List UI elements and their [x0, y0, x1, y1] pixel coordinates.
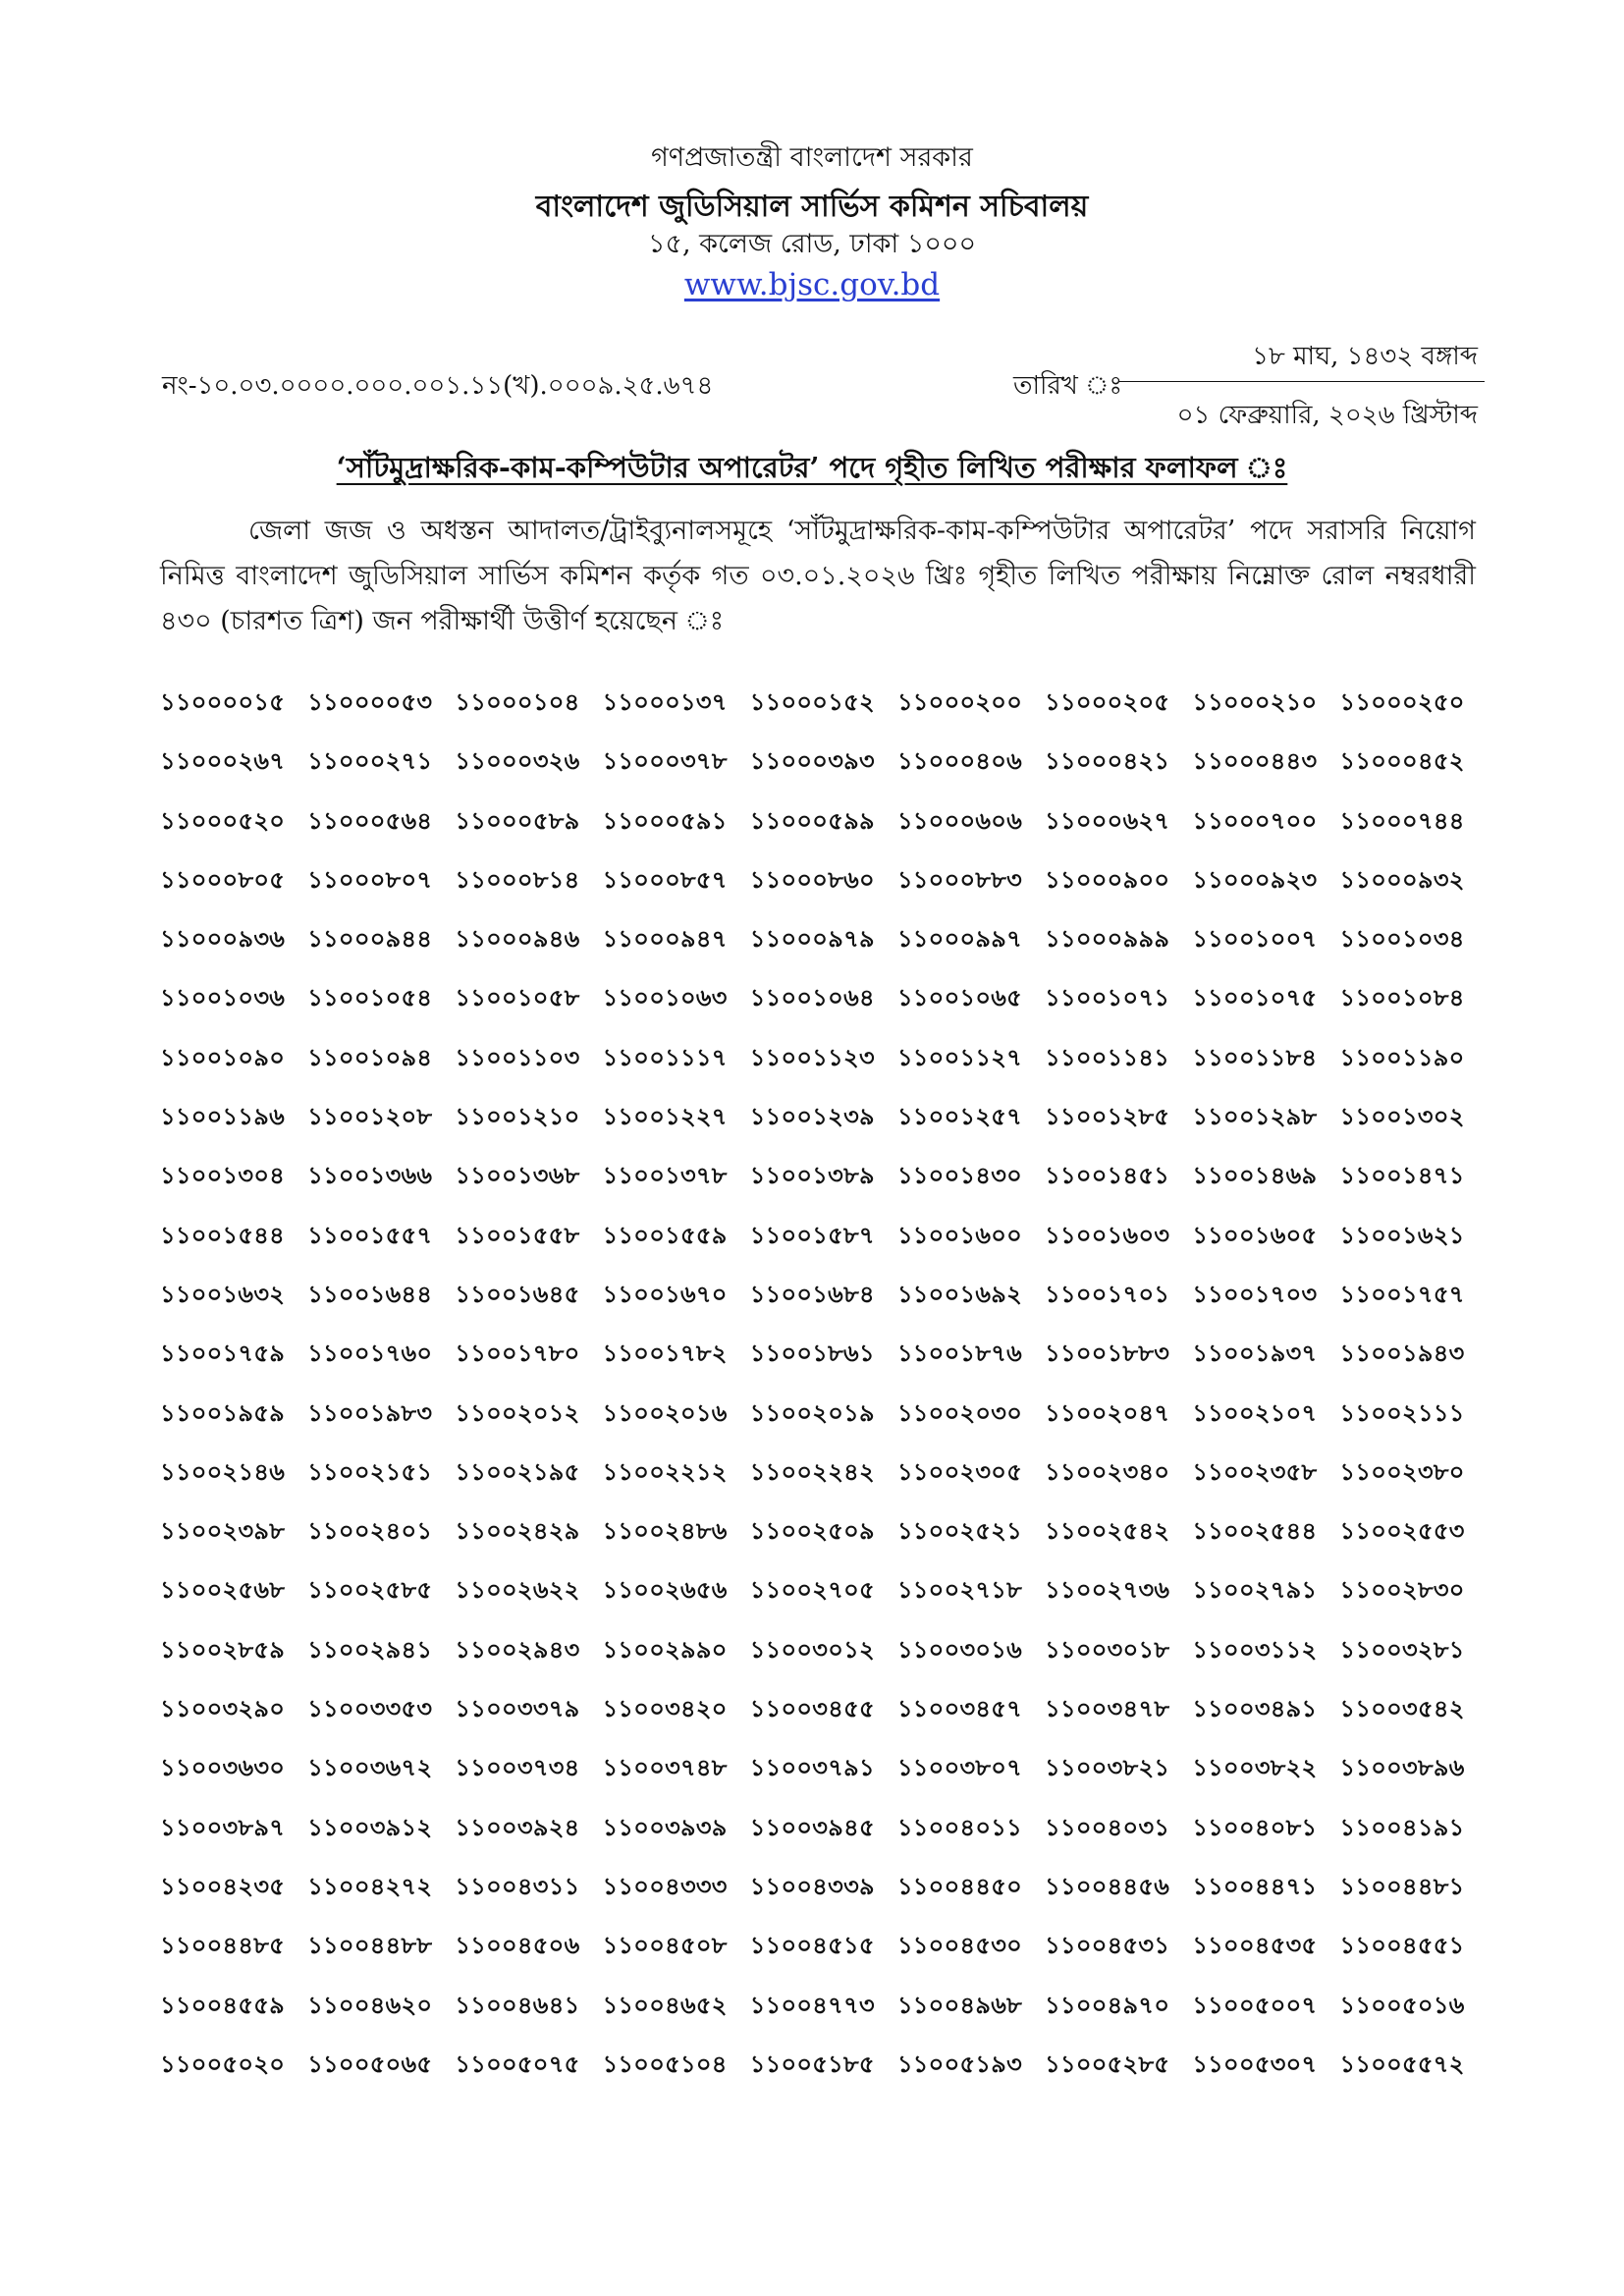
roll-number: ১১০০১১৮৪ — [1192, 1042, 1318, 1071]
roll-number: ১১০০৩৯১২ — [307, 1812, 433, 1841]
roll-number: ১১০০৫০৭৫ — [455, 2049, 580, 2078]
roll-number: ১১০০০৫৮৯ — [455, 805, 580, 835]
roll-number: ১১০০০৯৩২ — [1339, 864, 1465, 894]
roll-number: ১১০০১৮৭৬ — [896, 1339, 1023, 1368]
website-link[interactable]: www.bjsc.gov.bd — [683, 267, 941, 302]
roll-number: ১১০০৩৮৯৭ — [160, 1812, 286, 1841]
roll-number: ১১০০২১৯৫ — [455, 1456, 580, 1486]
roll-number: ১১০০১৮৬১ — [749, 1339, 875, 1368]
roll-number: ১১০০০৫৯১ — [602, 805, 728, 835]
roll-number: ১১০০৪২৭২ — [307, 1871, 433, 1900]
roll-number: ১১০০১০০৭ — [1192, 924, 1318, 954]
roll-number: ১১০০০১০৪ — [455, 687, 580, 716]
roll-number: ১১০০৫৫৭২ — [1339, 2049, 1465, 2078]
roll-number: ১১০০০১৫২ — [749, 687, 875, 716]
roll-number: ১১০০২৪০১ — [307, 1516, 433, 1546]
roll-number: ১১০০০৯৪৬ — [455, 924, 580, 954]
roll-number: ১১০০২০১২ — [455, 1397, 580, 1427]
roll-number: ১১০০৩৭৯১ — [749, 1753, 875, 1782]
roll-number: ১১০০২৫৮৫ — [307, 1575, 433, 1605]
roll-number: ১১০০০৯০০ — [1045, 864, 1170, 894]
roll-number: ১১০০২১৪৬ — [160, 1456, 286, 1486]
roll-number: ১১০০০৯৪৭ — [602, 924, 728, 954]
roll-number: ১১০০০৬২৭ — [1045, 805, 1170, 835]
roll-number: ১১০০৪৫৫১ — [1339, 1931, 1465, 1960]
roll-number: ১১০০১৩৭৮ — [602, 1161, 728, 1190]
roll-number: ১১০০২৮৫৯ — [160, 1634, 286, 1664]
roll-number: ১১০০২৯৪৩ — [455, 1634, 580, 1664]
roll-number: ১১০০৪১৯১ — [1339, 1812, 1465, 1841]
roll-number: ১১০০০২০০ — [896, 687, 1023, 716]
roll-number: ১১০০৪৫৩০ — [896, 1931, 1023, 1960]
roll-number: ১১০০৩১১২ — [1192, 1634, 1318, 1664]
roll-number: ১১০০১১৯০ — [1339, 1042, 1465, 1071]
roll-number: ১১০০৩৬৭২ — [307, 1753, 433, 1782]
roll-number: ১১০০১৬০৩ — [1045, 1220, 1170, 1249]
roll-number: ১১০০২০১৯ — [749, 1397, 875, 1427]
roll-number: ১১০০১৫৮৭ — [749, 1220, 875, 1249]
roll-number: ১১০০৫০০৭ — [1192, 1990, 1318, 2019]
roll-number: ১১০০৪৩১১ — [455, 1871, 580, 1900]
roll-number: ১১০০৪৪৫৬ — [1045, 1871, 1170, 1900]
roll-number: ১১০০২৫৫৩ — [1339, 1516, 1465, 1546]
roll-number: ১১০০২৭১৮ — [896, 1575, 1023, 1605]
roll-number: ১১০০৪৪৮৮ — [307, 1931, 433, 1960]
roll-number: ১১০০৩০১৬ — [896, 1634, 1023, 1664]
roll-number: ১১০০৫১০৪ — [602, 2049, 728, 2078]
roll-number: ১১০০১০৬৩ — [602, 983, 728, 1012]
roll-number: ১১০০০২০৫ — [1045, 687, 1170, 716]
roll-number: ১১০০১৬০৫ — [1192, 1220, 1318, 1249]
roll-number: ১১০০২৯৪১ — [307, 1634, 433, 1664]
roll-number: ১১০০১১৪১ — [1045, 1042, 1170, 1071]
roll-number: ১১০০৩৯৩৯ — [602, 1812, 728, 1841]
roll-number: ১১০০২৫০৯ — [749, 1516, 875, 1546]
roll-number: ১১০০০৮৮৩ — [896, 864, 1023, 894]
roll-number: ১১০০১৬৪৫ — [455, 1279, 580, 1308]
date-divider — [1119, 381, 1485, 382]
roll-number: ১১০০০৪৪৩ — [1192, 746, 1318, 776]
roll-number: ১১০০০৯৪৪ — [307, 924, 433, 954]
roll-number: ১১০০৩৮০৭ — [896, 1753, 1023, 1782]
roll-number: ১১০০০৭০০ — [1192, 805, 1318, 835]
roll-number: ১১০০২০১৬ — [602, 1397, 728, 1427]
roll-number: ১১০০৩৬৩০ — [160, 1753, 286, 1782]
roll-number: ১১০০৪৬৫২ — [602, 1990, 728, 2019]
roll-number: ১১০০১৩৬৮ — [455, 1161, 580, 1190]
roll-number: ১১০০৩২৮১ — [1339, 1634, 1465, 1664]
roll-number: ১১০০২৩৫৮ — [1192, 1456, 1318, 1486]
roll-number: ১১০০২১৫১ — [307, 1456, 433, 1486]
roll-number: ১১০০১০৭১ — [1045, 983, 1170, 1012]
roll-number: ১১০০১৭৫৭ — [1339, 1279, 1465, 1308]
roll-number: ১১০০০২১০ — [1192, 687, 1318, 716]
roll-number: ১১০০৪৫৫৯ — [160, 1990, 286, 2019]
roll-number: ১১০০২৪৮৬ — [602, 1516, 728, 1546]
result-heading-text: ‘সাঁটমুদ্রাক্ষরিক-কাম-কম্পিউটার অপারেটর’ পদে গৃহীত লিখিত পরীক্ষার ফলাফল ঃ — [336, 451, 1288, 484]
roll-number: ১১০০২২১২ — [602, 1456, 728, 1486]
roll-number: ১১০০১০৯০ — [160, 1042, 286, 1071]
roll-number: ১১০০৪৪৮১ — [1339, 1871, 1465, 1900]
roll-number: ১১০০৪০১১ — [896, 1812, 1023, 1841]
roll-number: ১১০০৩৪৫৭ — [896, 1694, 1023, 1723]
roll-number: ১১০০৪২৩৫ — [160, 1871, 286, 1900]
roll-number: ১১০০২৬৫৬ — [602, 1575, 728, 1605]
roll-number: ১১০০০৯৩৬ — [160, 924, 286, 954]
roll-number: ১১০০২৩০৫ — [896, 1456, 1023, 1486]
roll-number: ১১০০১৩৮৯ — [749, 1161, 875, 1190]
roll-number: ১১০০১১১৭ — [602, 1042, 728, 1071]
roll-number: ১১০০১৫৫৮ — [455, 1220, 580, 1249]
roll-number: ১১০০১২১০ — [455, 1102, 580, 1131]
roll-number: ১১০০৪৯৬৮ — [896, 1990, 1023, 2019]
roll-number: ১১০০২৬২২ — [455, 1575, 580, 1605]
roll-number: ১১০০১৬৮৪ — [749, 1279, 875, 1308]
roll-number: ১১০০৩৭৪৮ — [602, 1753, 728, 1782]
roll-number: ১১০০১৯৮৩ — [307, 1397, 433, 1427]
roll-number: ১১০০১০৬৫ — [896, 983, 1023, 1012]
roll-number: ১১০০২৭৯১ — [1192, 1575, 1318, 1605]
office-title: বাংলাদেশ জুডিসিয়াল সার্ভিস কমিশন সচিবালয় — [535, 190, 1089, 224]
roll-number: ১১০০৪৪৫০ — [896, 1871, 1023, 1900]
roll-number: ১১০০২৭০৫ — [749, 1575, 875, 1605]
roll-number: ১১০০৪৬২০ — [307, 1990, 433, 2019]
roll-number: ১১০০৪৭৭৩ — [749, 1990, 875, 2019]
roll-number: ১১০০৫২৮৫ — [1045, 2049, 1170, 2078]
roll-number: ১১০০৪৪৮৫ — [160, 1931, 286, 1960]
roll-number: ১১০০০৪২১ — [1045, 746, 1170, 776]
roll-number: ১১০০৪৩৩৩ — [602, 1871, 728, 1900]
roll-number: ১১০০০৭৪৪ — [1339, 805, 1465, 835]
memo-number: নং-১০.০৩.০০০০.০০০.০০১.১১(খ).০০০৯.২৫.৬৭৪ — [162, 371, 714, 401]
roll-number: ১১০০১৪৭১ — [1339, 1161, 1465, 1190]
roll-number: ১১০০২৫২১ — [896, 1516, 1023, 1546]
roll-number: ১১০০১৭০১ — [1045, 1279, 1170, 1308]
roll-number: ১১০০০২৬৭ — [160, 746, 286, 776]
roll-number: ১১০০২৮৩০ — [1339, 1575, 1465, 1605]
roll-number: ১১০০১২৩৯ — [749, 1102, 875, 1131]
roll-number: ১১০০২০৩০ — [896, 1397, 1023, 1427]
roll-number: ১১০০১২৮৫ — [1045, 1102, 1170, 1131]
roll-number: ১১০০৪৫১৫ — [749, 1931, 875, 1960]
roll-number: ১১০০১৭০৩ — [1192, 1279, 1318, 1308]
roll-number-grid — [160, 687, 1488, 2108]
roll-number: ১১০০০৯৯৯ — [1045, 924, 1170, 954]
roll-number: ১১০০১৫৪৪ — [160, 1220, 286, 1249]
date-gregorian: ০১ ফেব্রুয়ারি, ২০২৬ খ্রিস্টাব্দ — [1176, 401, 1478, 430]
roll-number: ১১০০০৬০৬ — [896, 805, 1023, 835]
roll-number: ১১০০৩৮৯৬ — [1339, 1753, 1465, 1782]
roll-number: ১১০০৪০৩১ — [1045, 1812, 1170, 1841]
roll-number: ১১০০০৫৯৯ — [749, 805, 875, 835]
roll-number: ১১০০১৩৬৬ — [307, 1161, 433, 1190]
roll-number: ১১০০১২৫৭ — [896, 1102, 1023, 1131]
roll-number: ১১০০১৪৫১ — [1045, 1161, 1170, 1190]
roll-number: ১১০০০৫২০ — [160, 805, 286, 835]
roll-number: ১১০০২৫৪২ — [1045, 1516, 1170, 1546]
roll-number: ১১০০৩৯২৪ — [455, 1812, 580, 1841]
roll-number: ১১০০৫০২০ — [160, 2049, 286, 2078]
roll-number: ১১০০৩৮২১ — [1045, 1753, 1170, 1782]
date-label: তারিখ ঃ — [1013, 371, 1123, 401]
roll-number: ১১০০১২০৮ — [307, 1102, 433, 1131]
roll-number: ১১০০০২৭১ — [307, 746, 433, 776]
roll-number: ১১০০০৮০৭ — [307, 864, 433, 894]
roll-number: ১১০০২৩৯৮ — [160, 1516, 286, 1546]
roll-number: ১১০০১৩০২ — [1339, 1102, 1465, 1131]
roll-number: ১১০০১৯৪৩ — [1339, 1339, 1465, 1368]
roll-number: ১১০০১১৯৬ — [160, 1102, 286, 1131]
roll-number: ১১০০৪৫৩১ — [1045, 1931, 1170, 1960]
roll-number: ১১০০১৭৬০ — [307, 1339, 433, 1368]
roll-number: ১১০০১৬৭০ — [602, 1279, 728, 1308]
roll-number: ১১০০০৪০৬ — [896, 746, 1023, 776]
website-line — [0, 267, 1624, 302]
roll-number: ১১০০১৯৩৭ — [1192, 1339, 1318, 1368]
roll-number: ১১০০৩০১৮ — [1045, 1634, 1170, 1664]
roll-number: ১১০০৪৫০৮ — [602, 1931, 728, 1960]
roll-number: ১১০০৩৪৭৮ — [1045, 1694, 1170, 1723]
roll-number: ১১০০০৮০৫ — [160, 864, 286, 894]
roll-number: ১১০০১০৮৪ — [1339, 983, 1465, 1012]
roll-number: ১১০০১৬৩২ — [160, 1279, 286, 1308]
roll-number: ১১০০১৬৪৪ — [307, 1279, 433, 1308]
roll-number: ১১০০১১২৭ — [896, 1042, 1023, 1071]
roll-number: ১১০০১০৩৬ — [160, 983, 286, 1012]
roll-number: ১১০০০৪৫২ — [1339, 746, 1465, 776]
roll-number: ১১০০১০৫৮ — [455, 983, 580, 1012]
roll-number: ১১০০১৭৫৯ — [160, 1339, 286, 1368]
roll-number: ১১০০৪৯৭০ — [1045, 1990, 1170, 2019]
roll-number: ১১০০৪৫০৬ — [455, 1931, 580, 1960]
roll-number: ১১০০১৬২১ — [1339, 1220, 1465, 1249]
government-title: গণপ্রজাতন্ত্রী বাংলাদেশ সরকার — [651, 142, 973, 173]
roll-number: ১১০০২৫৬৮ — [160, 1575, 286, 1605]
roll-number: ১১০০০৫৬৪ — [307, 805, 433, 835]
roll-number: ১১০০৫৩০৭ — [1192, 2049, 1318, 2078]
roll-number: ১১০০১৭৮২ — [602, 1339, 728, 1368]
roll-number: ১১০০২৯৯০ — [602, 1634, 728, 1664]
roll-number: ১১০০২৭৩৬ — [1045, 1575, 1170, 1605]
roll-number: ১১০০০০১৫ — [160, 687, 286, 716]
roll-number: ১১০০০৯৭৯ — [749, 924, 875, 954]
roll-number: ১১০০১৬০০ — [896, 1220, 1023, 1249]
roll-number: ১১০০১৫৫৯ — [602, 1220, 728, 1249]
date-bangla: ১৮ মাঘ, ১৪৩২ বঙ্গাব্দ — [1252, 342, 1478, 371]
roll-number: ১১০০২৩৮০ — [1339, 1456, 1465, 1486]
roll-number: ১১০০০২৫০ — [1339, 687, 1465, 716]
roll-number: ১১০০২৫৪৪ — [1192, 1516, 1318, 1546]
roll-number: ১১০০১৬৯২ — [896, 1279, 1023, 1308]
roll-number: ১১০০১১২৩ — [749, 1042, 875, 1071]
roll-number: ১১০০৩৩৫৩ — [307, 1694, 433, 1723]
roll-number: ১১০০০৩৯৩ — [749, 746, 875, 776]
roll-number: ১১০০০৯২৩ — [1192, 864, 1318, 894]
roll-number: ১১০০৩৩৭৯ — [455, 1694, 580, 1723]
roll-number: ১১০০৪৪৭১ — [1192, 1871, 1318, 1900]
roll-number: ১১০০৩৭৩৪ — [455, 1753, 580, 1782]
roll-number: ১১০০১৮৮৩ — [1045, 1339, 1170, 1368]
roll-number: ১১০০১০৬৪ — [749, 983, 875, 1012]
roll-number: ১১০০৩০১২ — [749, 1634, 875, 1664]
roll-number: ১১০০১৪৬৯ — [1192, 1161, 1318, 1190]
roll-number: ১১০০০৮৬০ — [749, 864, 875, 894]
roll-number: ১১০০১০৭৫ — [1192, 983, 1318, 1012]
roll-number: ১১০০৫০১৬ — [1339, 1990, 1465, 2019]
roll-number: ১১০০৪৩৩৯ — [749, 1871, 875, 1900]
roll-number: ১১০০৪০৮১ — [1192, 1812, 1318, 1841]
roll-number: ১১০০৫০৬৫ — [307, 2049, 433, 2078]
result-heading — [0, 446, 1624, 494]
roll-number: ১১০০১০৯৪ — [307, 1042, 433, 1071]
roll-number: ১১০০৫১৯৩ — [896, 2049, 1023, 2078]
roll-number: ১১০০০৩২৬ — [455, 746, 580, 776]
roll-number: ১১০০৩৮২২ — [1192, 1753, 1318, 1782]
roll-number: ১১০০১৭৮০ — [455, 1339, 580, 1368]
roll-number: ১১০০৩৪৯১ — [1192, 1694, 1318, 1723]
roll-number: ১১০০০৩৭৮ — [602, 746, 728, 776]
roll-number: ১১০০৫১৮৫ — [749, 2049, 875, 2078]
roll-number: ১১০০১১০৩ — [455, 1042, 580, 1071]
roll-number: ১১০০০৯৯৭ — [896, 924, 1023, 954]
roll-number: ১১০০১২৯৮ — [1192, 1102, 1318, 1131]
roll-number: ১১০০১৫৫৭ — [307, 1220, 433, 1249]
roll-number: ১১০০১৪৩০ — [896, 1161, 1023, 1190]
notice-body: জেলা জজ ও অধস্তন আদালত/ট্রাইব্যুনালসমূহে ‘সাঁটমুদ্রাক্ষরিক-কাম-কম্পিউটার অপারেটর’ পদে সরাসরি নিয়োগ নিমিত্ত বাংলাদেশ জুডিসিয়াল সার্ভিস কমিশন কর্তৃক গত ০৩.০১.২০২৬ খ্রিঃ গৃহীত লিখিত পরীক্ষায় নিম্নোক্ত রোল নম্বরধারী ৪৩০ (চারশত ত্রিশ) জন পরীক্ষার্থী উত্তীর্ণ হয়েছেন ঃ — [160, 516, 1476, 636]
roll-number: ১১০০৩৪৫৫ — [749, 1694, 875, 1723]
roll-number: ১১০০১০৫৪ — [307, 983, 433, 1012]
roll-number: ১১০০৩৫৪২ — [1339, 1694, 1465, 1723]
roll-number: ১১০০৪৬৪১ — [455, 1990, 580, 2019]
roll-number: ১১০০২২৪২ — [749, 1456, 875, 1486]
roll-number: ১১০০২৩৪০ — [1045, 1456, 1170, 1486]
roll-number: ১১০০৩২৯০ — [160, 1694, 286, 1723]
roll-number: ১১০০০৮৫৭ — [602, 864, 728, 894]
roll-number: ১১০০১০৩৪ — [1339, 924, 1465, 954]
roll-number: ১১০০২১০৭ — [1192, 1397, 1318, 1427]
roll-number: ১১০০১২২৭ — [602, 1102, 728, 1131]
roll-number: ১১০০১৩০৪ — [160, 1161, 286, 1190]
roll-number: ১১০০১৯৫৯ — [160, 1397, 286, 1427]
roll-number: ১১০০২৪২৯ — [455, 1516, 580, 1546]
office-address: ১৫, কলেজ রোড, ঢাকা ১০০০ — [647, 229, 977, 259]
roll-number: ১১০০০১৩৭ — [602, 687, 728, 716]
roll-number: ১১০০০০৫৩ — [307, 687, 433, 716]
roll-number: ১১০০২১১১ — [1339, 1397, 1465, 1427]
roll-number: ১১০০০৮১৪ — [455, 864, 580, 894]
roll-number: ১১০০৪৫৩৫ — [1192, 1931, 1318, 1960]
roll-number: ১১০০২০৪৭ — [1045, 1397, 1170, 1427]
roll-number: ১১০০৩৪২০ — [602, 1694, 728, 1723]
roll-number: ১১০০৩৯৪৫ — [749, 1812, 875, 1841]
